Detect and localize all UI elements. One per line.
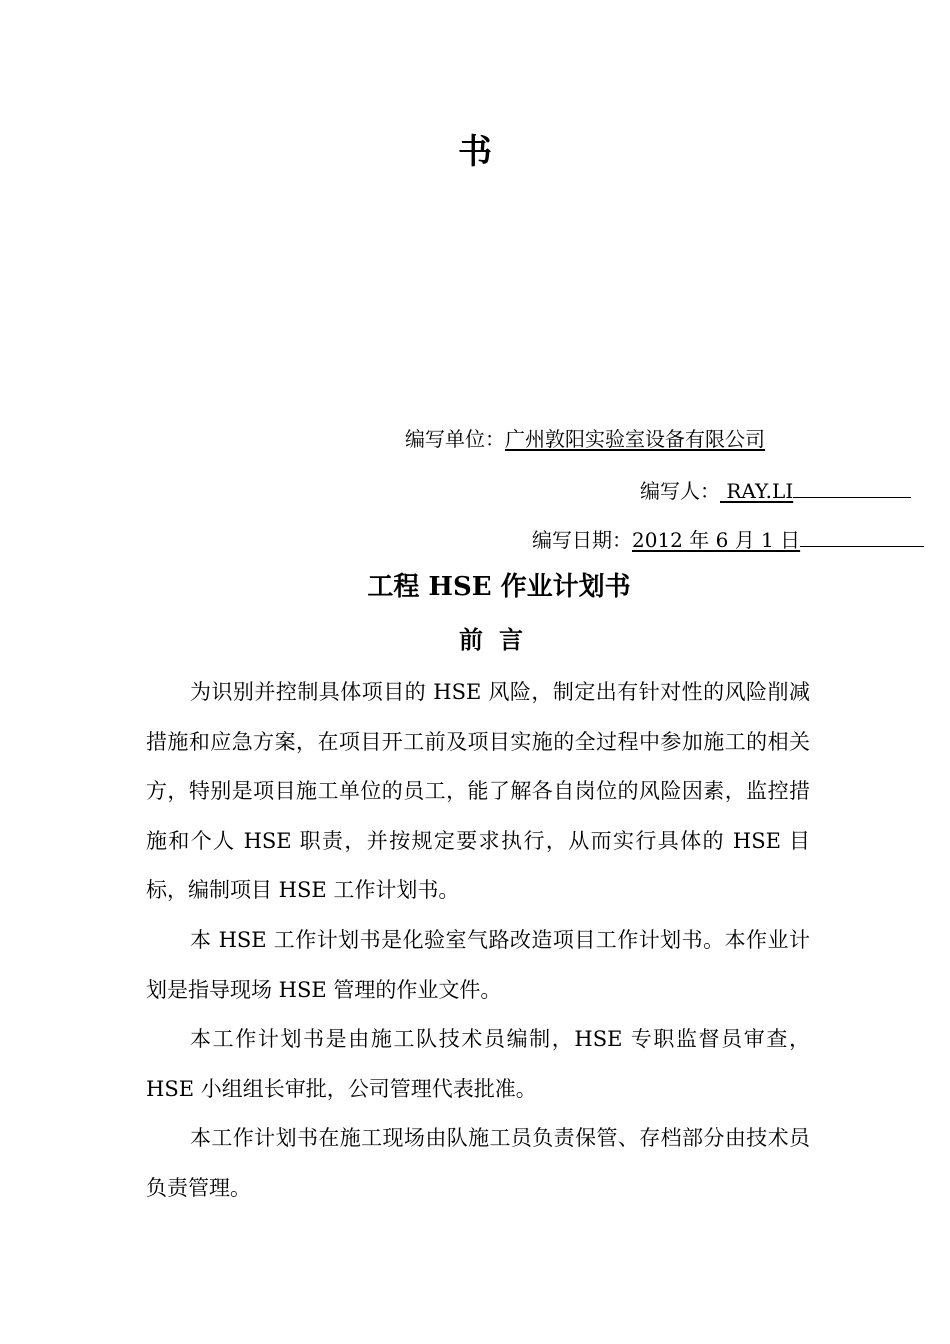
paragraph: 为识别并控制具体项目的 HSE 风险，制定出有针对性的风险削减措施和应急方案，在项目开工前及项目实施的全过程中参加施工的相关方，特别是项目施工单位的员工，能了解各自岗位的风险因素，监控措施和个人 HSE 职责，并按规定要求执行，从而实行具体的 HSE 目标，编制项目 HSE 工作计划书。 [146,680,810,903]
meta-author-line [640,475,911,505]
meta-unit-value: 广州敦阳实验室设备有限公司 [505,427,765,451]
cover-title-fragment: 书 [458,132,492,172]
meta-unit-line [405,425,765,453]
meta-author-label: 编写人： [640,479,720,503]
paragraph: 本工作计划书在施工现场由队施工员负责保管、存档部分由技术员负责管理。 [146,1126,810,1200]
paragraph: 本工作计划书是由施工队技术员编制，HSE 专职监督员审查，HSE 小组组长审批，公司管理代表批准。 [146,1027,810,1101]
meta-date-underline [800,524,924,547]
body-text [146,668,810,1214]
meta-date-label: 编写日期： [532,528,632,552]
meta-date-value: 2012 年 6 月 1 日 [632,528,801,552]
meta-author-underline [793,475,911,498]
meta-date-line [532,524,924,554]
meta-author-value: RAY.LI [720,479,794,503]
section-title: 前言 [459,625,539,654]
document-title: 工程 HSE 作业计划书 [367,572,631,602]
meta-unit-label: 编写单位： [405,427,505,451]
paragraph: 本 HSE 工作计划书是化验室气路改造项目工作计划书。本作业计划是指导现场 HSE 管理的作业文件。 [146,927,810,1002]
